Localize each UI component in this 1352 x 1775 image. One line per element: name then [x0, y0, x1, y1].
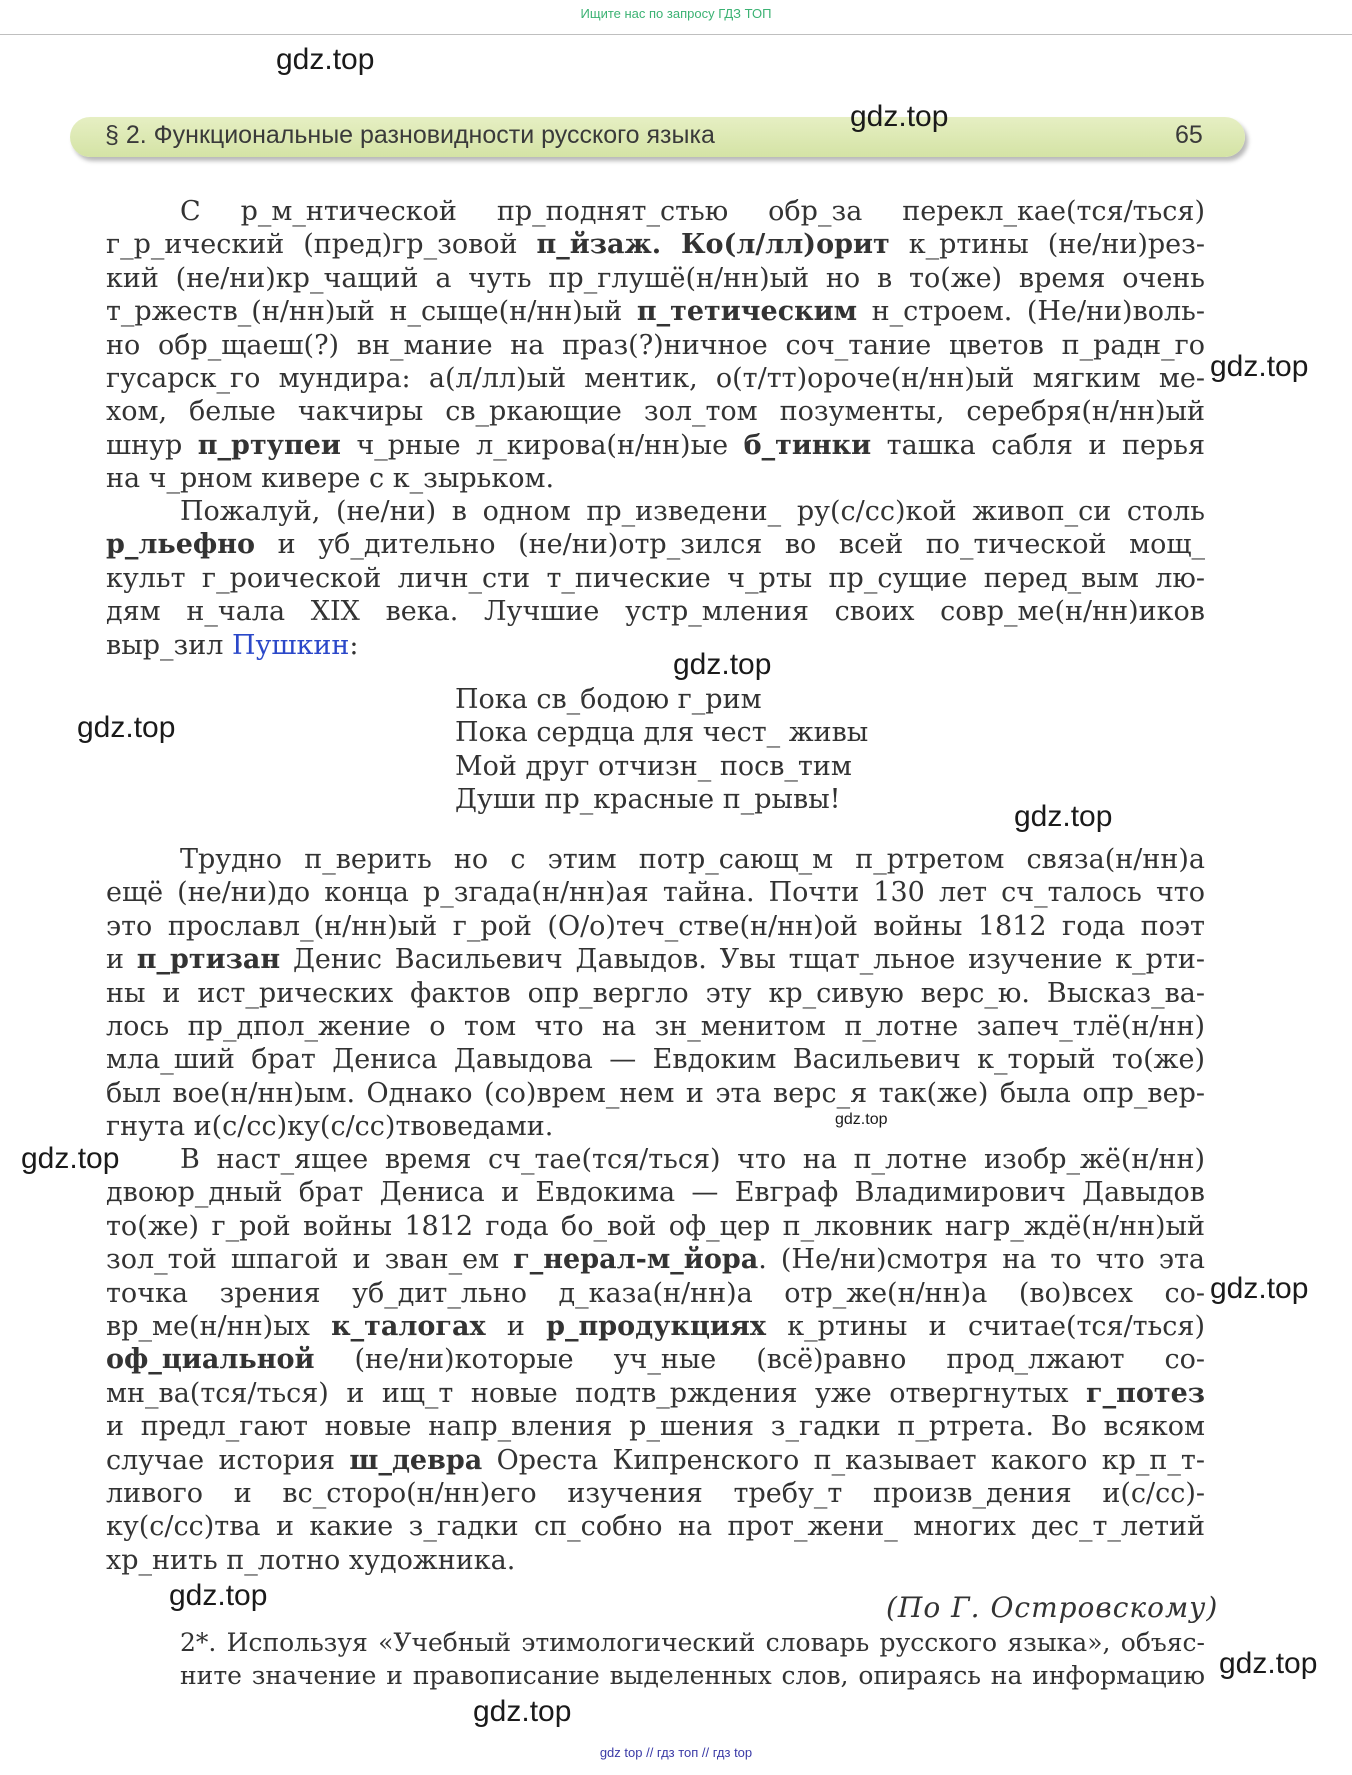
poem-line: Мой друг отчизн_ посв_тим: [455, 750, 852, 782]
bottom-links[interactable]: gdz top // гдз топ // гдз top: [599, 1745, 753, 1760]
text-line: но обр_щаеш(?) вн_мание на праз(?)ничное соч_тание цветов п_радн_го: [106, 329, 1205, 361]
highlighted-word: п_йзаж. Ко(л/лл)орит: [536, 229, 890, 261]
text-line: гусарск_го мундира: а(л/лл)ый ментик, о(т/тт)ороче(н/нн)ый мягким ме-: [106, 362, 1205, 394]
text-line: это прославл_(н/нн)ый г_рой (О/о)теч_стве(н/нн)ой войны 1812 года поэт: [106, 910, 1205, 942]
watermark: gdz.top: [77, 711, 176, 744]
text-line: лось пр_дпол_жение о том что на зн_менитом п_лотне запеч_тлё(н/нн): [106, 1010, 1205, 1042]
text-line: кий (не/ни)кр_чащий а чуть пр_глушё(н/нн)ый но в то(же) время очень: [106, 262, 1205, 294]
text-line: ливого и вс_сторо(н/нн)его изучения требу_т произв_дения и(с/сс)-: [106, 1477, 1205, 1509]
text-line: на ч_рном кивере с к_зырьком.: [106, 463, 555, 495]
text-line: ещё (не/ни)до конца р_згада(н/нн)ая тайна. Почти 130 лет сч_талось что: [106, 877, 1205, 909]
section-title: § 2. Функциональные разновидности русского языка: [105, 121, 715, 149]
highlighted-word: г_нерал-м_йора: [513, 1244, 759, 1276]
text-line: г_р_ический (пред)гр_зовой п_йзаж. Ко(л/лл)орит к_ртины (не/ни)рез-: [106, 229, 1205, 261]
text-line: р_льефно и уб_дительно (не/ни)отр_зился во всей по_тической мощ_: [106, 529, 1205, 561]
paragraph-3: [106, 843, 1205, 1144]
text-line: то(же) г_рой войны 1812 года бо_вой оф_цер п_лковник нагр_ждё(н/нн)ый: [106, 1210, 1205, 1242]
text-line: 2*. Используя «Учебный этимологический словарь русского языка», объяс-: [180, 1628, 1205, 1657]
text-line: шнур п_ртупеи ч_рные л_кирова(н/нн)ые б_тинки ташка сабля и перья: [106, 429, 1205, 461]
paragraph-4: [106, 1143, 1205, 1577]
text-line: ны и ист_рических фактов опр_вергло эту кр_сивую верс_ю. Высказ_ва-: [106, 977, 1205, 1009]
pushkin-link[interactable]: Пушкин: [231, 629, 350, 661]
text-line: был вое(н/нн)ым. Однако (со)врем_нем и эта верс_я так(же) была опр_вер-: [106, 1077, 1205, 1109]
text-line: выр_зил Пушкин:: [106, 629, 359, 661]
text-line: и п_ртизан Денис Васильевич Давыдов. Увы тщат_льное изучение к_рти-: [106, 944, 1205, 976]
watermark: gdz.top: [1014, 800, 1113, 833]
text-line: В наст_ящее время сч_тае(тся/ться) что на п_лотне изобр_жё(н/нн): [180, 1144, 1205, 1175]
watermark: gdz.top: [673, 648, 772, 681]
text-line: гнута и(с/сс)ку(с/сс)твоведами.: [106, 1111, 554, 1143]
paragraph-2: [106, 495, 1205, 662]
poem-line: Души пр_красные п_рывы!: [455, 784, 841, 816]
highlighted-word: ш_девра: [349, 1444, 483, 1476]
highlighted-word: п_тетическим: [636, 296, 858, 328]
top-search-hint: Ищите нас по запросу ГДЗ ТОП: [580, 6, 772, 21]
highlighted-word: к_талогах: [331, 1310, 486, 1342]
poem-quote: [455, 683, 868, 817]
highlighted-word: г_потез: [1086, 1377, 1205, 1409]
task-2: [180, 1627, 1205, 1694]
poem-line: Пока св_бодою г_рим: [455, 684, 762, 715]
text-line: точка зрения уб_дит_льно д_каза(н/нн)а отр_же(н/нн)а (во)всех со-: [106, 1277, 1205, 1309]
watermark: gdz.top: [1219, 1647, 1318, 1680]
source-attribution: (По Г. Островскому): [886, 1591, 1219, 1624]
watermark: gdz.top: [835, 1111, 888, 1128]
text-line: двоюр_дный брат Дениса и Евдокима — Евграф Владимирович Давыдов: [106, 1177, 1205, 1209]
watermark: gdz.top: [169, 1579, 268, 1612]
watermark: gdz.top: [276, 43, 375, 76]
text-line: вр_ме(н/нн)ых к_талогах и р_продукциях к_ртины и считае(тся/ться): [106, 1310, 1205, 1342]
highlighted-word: п_ртизан: [136, 944, 281, 976]
highlighted-word: р_продукциях: [546, 1310, 766, 1342]
text-line: ните значение и правописание выделенных слов, опираясь на информацию: [180, 1661, 1205, 1691]
text-line: культ г_роической личн_сти т_пические ч_рты пр_сущие перед_вым лю-: [106, 562, 1205, 594]
text-line: т_ржеств_(н/нн)ый н_сыще(н/нн)ый п_тетическим н_строем. (Не/ни)воль-: [106, 296, 1205, 328]
poem-line: Пока сердца для чест_ живы: [455, 717, 869, 749]
watermark: gdz.top: [1210, 350, 1309, 383]
text-line: и предл_гают новые напр_вления р_шения з_гадки п_ртрета. Во всяком: [106, 1411, 1205, 1443]
highlighted-word: п_ртупеи: [197, 429, 341, 461]
text-line: мла_ший брат Дениса Давыдова — Евдоким Васильевич к_торый то(же): [106, 1044, 1205, 1076]
text-line: дям н_чала XIX века. Лучшие устр_мления своих совр_ме(н/нн)иков: [106, 596, 1205, 628]
highlighted-word: оф_циальной: [106, 1344, 315, 1376]
text-line: хом, белые чакчиры св_ркающие зол_том позументы, серебря(н/нн)ый: [106, 396, 1205, 428]
text-line: оф_циальной (не/ни)которые уч_ные (всё)равно прод_лжают со-: [106, 1344, 1205, 1376]
watermark: gdz.top: [850, 100, 949, 133]
top-divider: [0, 34, 1352, 35]
text-line: мн_ва(тся/ться) и ищ_т новые подтв_рждения уже отвергнутых г_потез: [106, 1377, 1205, 1409]
text-line: Пожалуй, (не/ни) в одном пр_изведени_ ру(с/сс)кой живоп_си столь: [180, 496, 1205, 527]
text-line: ку(с/сс)тва и какие з_гадки сп_собно на прот_жени_ многих дес_т_летий: [106, 1511, 1205, 1543]
text-line: С р_м_нтической пр_поднят_стью обр_за перекл_кае(тся/ться): [180, 196, 1205, 227]
paragraph-1: [106, 195, 1205, 496]
text-line: случае история ш_девра Ореста Кипренского п_казывает какого кр_п_т-: [106, 1444, 1205, 1476]
text-line: Трудно п_верить но с этим потр_сающ_м п_ртретом связа(н/нн)а: [180, 844, 1205, 875]
watermark: gdz.top: [21, 1142, 120, 1175]
text-line: зол_той шпагой и зван_ем г_нерал-м_йора. (Не/ни)смотря на то что эта: [106, 1244, 1205, 1276]
watermark: gdz.top: [1210, 1272, 1309, 1305]
highlighted-word: б_тинки: [743, 429, 872, 461]
text-line: хр_нить п_лотно художника.: [106, 1544, 516, 1576]
watermark: gdz.top: [473, 1695, 572, 1728]
highlighted-word: р_льефно: [106, 529, 256, 561]
page-number: 65: [1175, 121, 1203, 149]
